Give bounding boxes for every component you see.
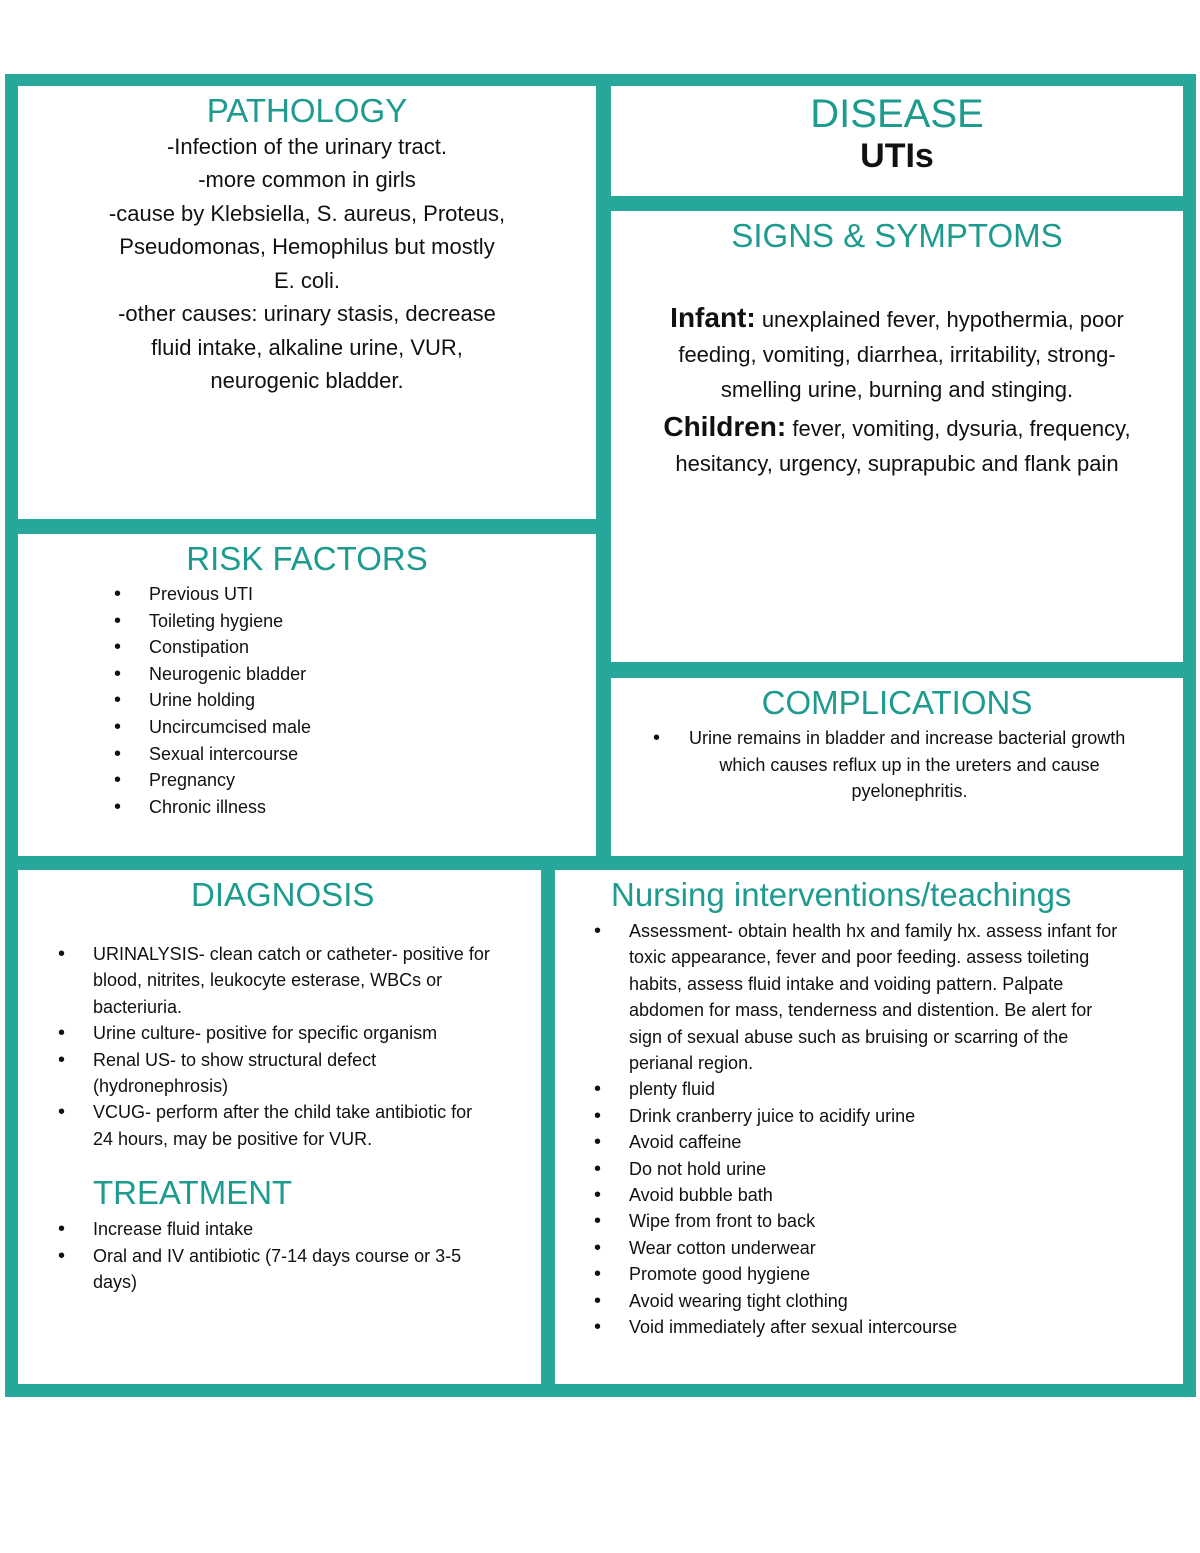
nursing-line: abdomen for mass, tenderness and distention. Be alert for [629,1000,1093,1021]
risk-factors-title: RISK FACTORS [186,540,428,577]
complications-panel [611,678,1183,856]
disease-title: DISEASE [810,92,984,136]
list-item [594,1261,1183,1287]
risk-factor-text: Previous UTI [149,583,254,604]
pathology-title: PATHOLOGY [206,92,408,129]
list-item [594,1314,1183,1340]
list-item [58,1099,541,1152]
nursing-line: • Avoid bubble bath [629,1185,773,1205]
pathology-line: -other causes: urinary stasis, decrease [118,301,496,327]
signs-infant-line [611,300,1183,337]
list-item [58,1216,541,1242]
signs-children-line: hesitancy, urgency, suprapubic and flank pain [675,450,1119,476]
pathology-line: fluid intake, alkaline urine, VUR, [151,334,463,360]
nursing-line: habits, assess fluid intake and voiding pattern. Palpate [629,973,1064,994]
list-item [114,794,596,821]
list-item [114,661,596,688]
treatment-line: days) [93,1271,138,1292]
diagnosis-line: • URINALYSIS- clean catch or catheter- positive for [93,943,490,964]
list-item [594,918,1183,1076]
complications-text [611,725,1183,805]
nursing-line: • Drink cranberry juice to acidify urine [629,1105,916,1126]
treatment-title: TREATMENT [93,1174,293,1212]
list-item [594,1182,1183,1208]
nursing-line: • Avoid wearing tight clothing [629,1290,848,1311]
nursing-line: • Do not hold urine [629,1158,767,1179]
diagnosis-line: bacteriuria. [93,996,183,1017]
diagnosis-line: • Renal US- to show structural defect [93,1049,377,1070]
nursing-line: toxic appearance, fever and poor feeding. assess toileting [629,947,1090,968]
signs-text [611,300,1183,481]
disease-panel [611,86,1183,196]
treatment-list [58,1216,541,1295]
nursing-line: • Avoid caffeine [629,1132,742,1153]
pathology-line: neurogenic bladder. [210,368,404,394]
bullet: • [653,726,661,749]
list-item [594,1208,1183,1234]
risk-factors-list [114,581,596,820]
list-item [114,714,596,741]
infant-text: unexplained fever, hypothermia, poor [755,306,1124,332]
risk-factor-text: Chronic illness [149,796,267,817]
diagnosis-list [58,941,541,1152]
treatment-line: • Oral and IV antibiotic (7-14 days course or 3-5 [93,1245,462,1266]
list-item [58,1020,541,1046]
nursing-list [594,918,1183,1341]
diagnosis-line: • Urine culture- positive for specific organism [93,1023,438,1044]
nursing-line: • plenty fluid [629,1079,716,1100]
list-item [114,687,596,714]
list-item [114,741,596,768]
list-item [114,608,596,635]
pathology-line: -Infection of the urinary tract. [166,133,448,159]
risk-factors-panel [18,534,596,856]
list-item [114,581,596,608]
nursing-line: sign of sexual abuse such as bruising or scarring of the [629,1026,1069,1047]
risk-factor-text: Uncircumcised male [149,716,312,737]
list-item [594,1103,1183,1129]
diagnosis-line: • VCUG- perform after the child take antibiotic for [93,1102,473,1123]
list-item [594,1235,1183,1261]
list-item [58,941,541,1020]
risk-factor-text: Constipation [149,637,250,658]
signs-infant-line: smelling urine, burning and stinging. [720,376,1074,402]
list-item [594,1129,1183,1155]
complications-title: COMPLICATIONS [761,684,1033,721]
diagnosis-line: (hydronephrosis) [93,1075,229,1096]
complication-line: pyelonephritis. [851,781,968,802]
pathology-line: -cause by Klebsiella, S. aureus, Proteus, [108,200,506,226]
nursing-line: • Promote good hygiene [629,1264,811,1285]
complication-text: Urine remains in bladder and increase bacterial growth [689,727,1126,748]
nursing-line: • Wipe from front to back [629,1211,816,1232]
diagnosis-line: blood, nitrites, leukocyte esterase, WBCs or [93,970,443,991]
signs-symptoms-panel [611,211,1183,662]
risk-factor-text: Toileting hygiene [149,610,284,631]
pathology-text [18,130,596,398]
treatment-line: • Increase fluid intake [93,1219,254,1240]
risk-factor-text: Sexual intercourse [149,743,299,764]
signs-title: SIGNS & SYMPTOMS [731,217,1063,254]
diagnosis-panel [18,870,541,1384]
list-item [594,1076,1183,1102]
pathology-line: -more common in girls [198,167,416,193]
list-item [58,1047,541,1100]
pathology-line: E. coli. [273,267,341,293]
list-item [58,1243,541,1296]
list-item [611,725,1183,752]
nursing-line: • Wear cotton underwear [629,1237,816,1258]
nursing-line: perianal region. [629,1052,754,1073]
diagnosis-title: DIAGNOSIS [191,876,375,913]
risk-factor-text: Urine holding [149,690,256,711]
list-item [594,1288,1183,1314]
disease-name: UTIs [860,137,934,175]
infant-label: Infant: [670,301,756,333]
pathology-line: Pseudomonas, Hemophilus but mostly [119,234,495,260]
pathology-panel [18,86,596,519]
children-text: fever, vomiting, dysuria, frequency, [786,415,1131,441]
list-item [594,1156,1183,1182]
list-item [114,767,596,794]
diagnosis-line: 24 hours, may be positive for VUR. [93,1128,373,1149]
nursing-line: • Assessment- obtain health hx and family hx. assess infant for [629,920,1118,941]
nursing-line: • Void immediately after sexual intercourse [629,1317,958,1338]
list-item [114,634,596,661]
nursing-title: Nursing interventions/teachings [611,876,1072,913]
signs-children-line [611,409,1183,446]
nursing-panel [555,870,1183,1384]
children-label: Children: [663,410,787,442]
risk-factor-text: Neurogenic bladder [149,663,307,684]
complication-line: which causes reflux up in the ureters and cause [719,754,1100,775]
signs-infant-line: feeding, vomiting, diarrhea, irritability, strong- [678,341,1116,367]
risk-factor-text: Pregnancy [149,770,236,791]
